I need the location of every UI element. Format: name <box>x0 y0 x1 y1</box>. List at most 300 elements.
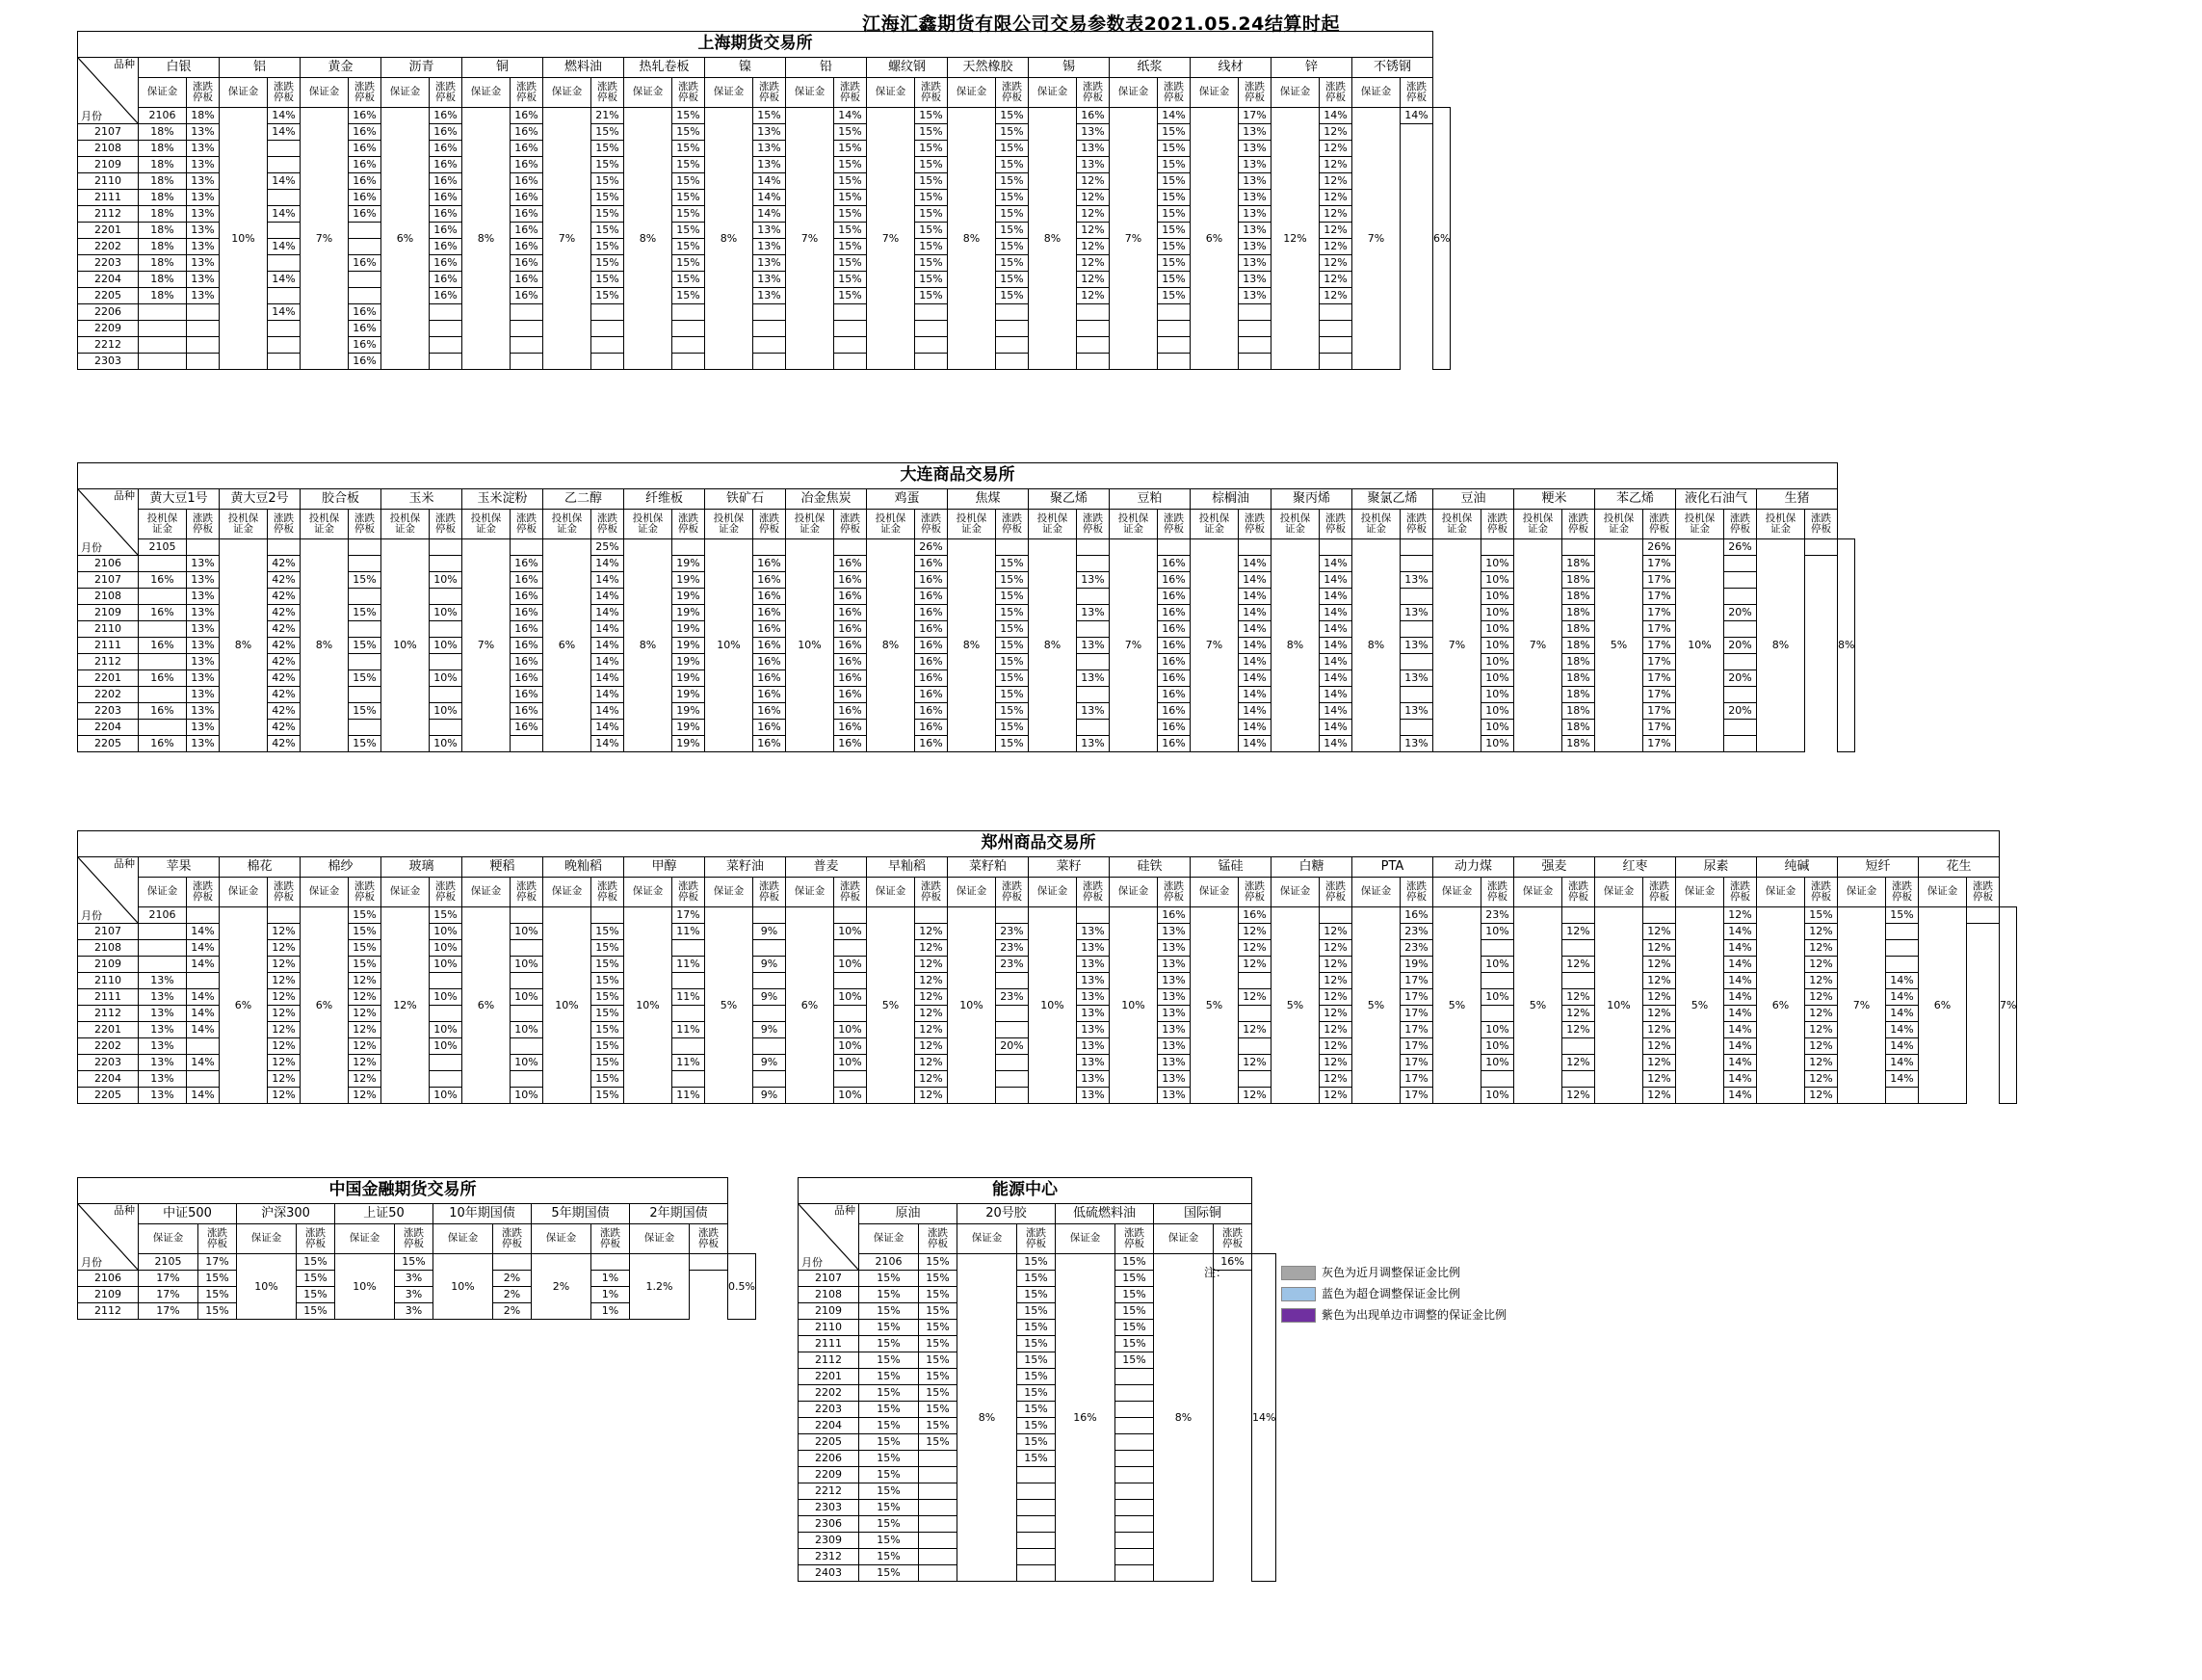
legend <box>1204 1264 1507 1327</box>
limit-cell: 8% <box>1029 539 1077 752</box>
margin-cell: 17% <box>1643 621 1676 638</box>
margin-cell: 15% <box>996 190 1029 206</box>
margin-cell <box>268 337 301 354</box>
margin-cell: 17% <box>1643 556 1676 572</box>
margin-cell: 16% <box>834 720 867 736</box>
subheader-margin: 保证金 <box>1595 878 1643 907</box>
margin-cell: 14% <box>1239 654 1271 670</box>
params-table <box>77 31 1451 370</box>
legend-text: 灰色为近月调整保证金比例 <box>1322 1266 1461 1279</box>
margin-cell: 16% <box>430 173 462 190</box>
margin-cell: 12% <box>268 957 301 973</box>
margin-cell: 15% <box>672 288 705 304</box>
subheader-limit: 涨跌 停板 <box>919 1224 957 1254</box>
month-cell: 2205 <box>799 1434 859 1451</box>
margin-cell <box>591 907 624 924</box>
group-header: 原油 <box>859 1204 957 1224</box>
margin-cell: 16% <box>753 687 786 703</box>
margin-cell: 15% <box>1017 1418 1056 1434</box>
limit-cell: 10% <box>335 1254 395 1320</box>
margin-cell <box>430 973 462 989</box>
margin-cell: 12% <box>1320 1038 1352 1055</box>
subheader-margin: 保证金 <box>1191 878 1239 907</box>
margin-cell: 15% <box>1017 1287 1056 1303</box>
margin-cell: 15% <box>349 638 381 654</box>
margin-cell: 10% <box>834 1055 867 1071</box>
margin-cell: 12% <box>1239 989 1271 1006</box>
margin-cell: 13% <box>1239 223 1271 239</box>
section-title: 中国金融期货交易所 <box>78 1178 728 1204</box>
margin-cell: 12% <box>915 989 948 1006</box>
subheader-limit: 涨跌 停板 <box>1158 878 1191 907</box>
margin-cell <box>1017 1549 1056 1565</box>
margin-cell <box>919 1516 957 1533</box>
margin-cell: 14% <box>1724 973 1757 989</box>
margin-cell: 9% <box>753 924 786 940</box>
margin-cell <box>1115 1385 1154 1402</box>
subheader-limit: 涨跌 停板 <box>187 510 220 539</box>
margin-cell <box>430 304 462 321</box>
margin-cell: 19% <box>672 703 705 720</box>
group-header: 棉花 <box>220 857 301 878</box>
subheader-limit: 涨跌 停板 <box>187 878 220 907</box>
margin-cell: 10% <box>430 989 462 1006</box>
margin-cell: 15% <box>349 924 381 940</box>
margin-cell: 16% <box>1158 572 1191 589</box>
margin-cell: 15% <box>1158 206 1191 223</box>
margin-cell <box>430 539 462 556</box>
margin-cell <box>1115 1516 1154 1533</box>
margin-cell: 16% <box>511 157 543 173</box>
margin-cell: 13% <box>1239 173 1271 190</box>
margin-cell: 13% <box>187 255 220 272</box>
group-header: 低硫燃料油 <box>1056 1204 1154 1224</box>
limit-cell: 6% <box>1191 108 1239 370</box>
margin-cell: 21% <box>591 108 624 124</box>
params-table <box>77 1177 756 1320</box>
margin-cell: 13% <box>1239 272 1271 288</box>
margin-cell: 12% <box>1643 989 1676 1006</box>
margin-cell <box>1077 321 1110 337</box>
margin-cell: 13% <box>1239 255 1271 272</box>
margin-cell <box>349 272 381 288</box>
margin-cell: 18% <box>139 223 187 239</box>
margin-cell: 15% <box>996 621 1029 638</box>
margin-cell: 13% <box>139 1038 187 1055</box>
margin-cell: 13% <box>1158 1071 1191 1088</box>
subheader-margin: 保证金 <box>624 78 672 108</box>
margin-cell <box>511 1071 543 1088</box>
margin-cell <box>1401 687 1433 703</box>
margin-cell: 15% <box>834 255 867 272</box>
margin-cell: 42% <box>268 736 301 752</box>
margin-cell: 17% <box>139 1287 198 1303</box>
margin-cell: 19% <box>672 556 705 572</box>
margin-cell: 16% <box>834 703 867 720</box>
margin-cell: 14% <box>1239 605 1271 621</box>
margin-cell: 12% <box>1805 1022 1838 1038</box>
group-header: PTA <box>1352 857 1433 878</box>
margin-cell: 15% <box>834 223 867 239</box>
month-header: 月份 <box>81 909 102 923</box>
margin-cell: 13% <box>187 703 220 720</box>
month-header: 月份 <box>801 1256 823 1270</box>
margin-cell <box>139 621 187 638</box>
group-header: 焦煤 <box>948 489 1029 510</box>
margin-cell: 14% <box>1320 556 1352 572</box>
margin-cell <box>1481 1071 1514 1088</box>
variety-header: 品种 <box>114 489 135 502</box>
margin-cell: 12% <box>1643 1038 1676 1055</box>
margin-cell: 42% <box>268 670 301 687</box>
limit-cell: 8% <box>1029 108 1077 370</box>
margin-cell: 20% <box>1724 703 1757 720</box>
margin-cell: 18% <box>139 173 187 190</box>
margin-cell: 12% <box>268 973 301 989</box>
margin-cell: 13% <box>1158 1022 1191 1038</box>
margin-cell: 19% <box>672 736 705 752</box>
margin-cell <box>1401 556 1433 572</box>
margin-cell <box>139 337 187 354</box>
subheader-margin: 保证金 <box>237 1224 297 1254</box>
margin-cell <box>834 1006 867 1022</box>
margin-cell: 15% <box>1017 1352 1056 1369</box>
margin-cell <box>1115 1565 1154 1582</box>
margin-cell: 10% <box>1481 621 1514 638</box>
margin-cell: 15% <box>996 605 1029 621</box>
margin-cell <box>919 1533 957 1549</box>
month-cell: 2203 <box>78 1055 139 1071</box>
margin-cell <box>996 304 1029 321</box>
margin-cell: 18% <box>187 108 220 124</box>
margin-cell <box>430 589 462 605</box>
margin-cell: 1% <box>591 1271 630 1287</box>
margin-cell: 23% <box>996 989 1029 1006</box>
margin-cell <box>834 907 867 924</box>
margin-cell: 20% <box>996 1038 1029 1055</box>
month-cell: 2106 <box>78 1271 139 1287</box>
margin-cell: 12% <box>1562 1006 1595 1022</box>
margin-cell: 16% <box>511 124 543 141</box>
margin-cell: 14% <box>591 720 624 736</box>
margin-cell <box>834 1071 867 1088</box>
margin-cell: 14% <box>1886 973 1919 989</box>
margin-cell: 16% <box>349 206 381 223</box>
margin-cell: 13% <box>1077 638 1110 654</box>
margin-cell: 12% <box>1805 1088 1838 1104</box>
margin-cell: 42% <box>268 703 301 720</box>
margin-cell: 12% <box>1805 1006 1838 1022</box>
margin-cell: 14% <box>1724 1006 1757 1022</box>
subheader-limit: 涨跌 停板 <box>753 78 786 108</box>
margin-cell: 13% <box>139 989 187 1006</box>
month-cell: 2204 <box>799 1418 859 1434</box>
margin-cell: 9% <box>753 989 786 1006</box>
margin-cell: 15% <box>996 206 1029 223</box>
margin-cell: 12% <box>268 940 301 957</box>
margin-cell: 13% <box>139 973 187 989</box>
margin-cell: 13% <box>1158 1055 1191 1071</box>
margin-cell <box>1239 337 1271 354</box>
subheader-margin: 保证金 <box>1110 878 1158 907</box>
limit-cell: 5% <box>867 907 915 1104</box>
margin-cell: 16% <box>834 638 867 654</box>
margin-cell: 15% <box>915 239 948 255</box>
limit-cell: 6% <box>381 108 430 370</box>
subheader-limit: 涨跌 停板 <box>511 510 543 539</box>
margin-cell: 15% <box>859 1287 919 1303</box>
margin-cell: 14% <box>1158 108 1191 124</box>
margin-cell: 15% <box>996 654 1029 670</box>
limit-cell: 5% <box>1514 907 1562 1104</box>
margin-cell: 12% <box>1562 957 1595 973</box>
margin-cell: 10% <box>834 989 867 1006</box>
margin-cell <box>1115 1402 1154 1418</box>
margin-cell: 14% <box>1320 720 1352 736</box>
margin-cell: 12% <box>1643 957 1676 973</box>
margin-cell <box>591 354 624 370</box>
limit-cell: 6% <box>462 907 511 1104</box>
margin-cell: 16% <box>511 206 543 223</box>
limit-cell: 10% <box>1595 907 1643 1104</box>
group-header: 锌 <box>1271 58 1352 78</box>
margin-cell: 13% <box>1239 190 1271 206</box>
group-header: 聚丙烯 <box>1271 489 1352 510</box>
margin-cell: 16% <box>511 108 543 124</box>
group-header: 普麦 <box>786 857 867 878</box>
margin-cell: 12% <box>349 1088 381 1104</box>
margin-cell: 19% <box>672 720 705 736</box>
group-header: 纯碱 <box>1757 857 1838 878</box>
margin-cell: 12% <box>1805 1055 1838 1071</box>
margin-cell <box>915 337 948 354</box>
margin-cell <box>511 539 543 556</box>
margin-cell: 14% <box>753 190 786 206</box>
subheader-margin: 保证金 <box>867 78 915 108</box>
margin-cell: 10% <box>430 1022 462 1038</box>
margin-cell: 16% <box>430 190 462 206</box>
group-header: 短纤 <box>1838 857 1919 878</box>
margin-cell: 42% <box>268 556 301 572</box>
margin-cell: 16% <box>430 255 462 272</box>
margin-cell: 15% <box>591 141 624 157</box>
margin-cell: 15% <box>672 190 705 206</box>
margin-cell: 16% <box>915 621 948 638</box>
month-cell: 2312 <box>799 1549 859 1565</box>
margin-cell <box>268 157 301 173</box>
limit-cell: 7% <box>1352 108 1401 370</box>
margin-cell <box>1115 1483 1154 1500</box>
margin-cell: 13% <box>1077 703 1110 720</box>
subheader-margin: 保证金 <box>1056 1224 1115 1254</box>
margin-cell: 13% <box>1401 670 1433 687</box>
margin-cell: 16% <box>511 223 543 239</box>
margin-cell: 15% <box>859 1336 919 1352</box>
margin-cell <box>430 1055 462 1071</box>
margin-cell: 14% <box>1320 638 1352 654</box>
margin-cell: 16% <box>915 572 948 589</box>
margin-cell: 15% <box>919 1352 957 1369</box>
margin-cell: 10% <box>430 605 462 621</box>
margin-cell <box>834 940 867 957</box>
margin-cell: 16% <box>349 157 381 173</box>
margin-cell: 12% <box>1805 957 1838 973</box>
subheader-margin: 保证金 <box>1433 878 1481 907</box>
section-title: 上海期货交易所 <box>78 32 1433 58</box>
group-header: 国际铜 <box>1154 1204 1252 1224</box>
margin-cell <box>1320 354 1352 370</box>
month-cell: 2206 <box>799 1451 859 1467</box>
margin-cell: 13% <box>1077 1071 1110 1088</box>
subheader-limit: 涨跌 停板 <box>268 78 301 108</box>
margin-cell: 12% <box>1077 288 1110 304</box>
group-header: 玉米 <box>381 489 462 510</box>
margin-cell: 16% <box>834 687 867 703</box>
margin-cell: 12% <box>1320 157 1352 173</box>
month-cell: 2306 <box>799 1516 859 1533</box>
margin-cell: 13% <box>1158 924 1191 940</box>
margin-cell: 12% <box>1320 957 1352 973</box>
subheader-limit: 涨跌 停板 <box>1805 510 1838 539</box>
margin-cell <box>591 321 624 337</box>
margin-cell: 15% <box>1017 1451 1056 1467</box>
margin-cell: 18% <box>1562 621 1595 638</box>
margin-cell: 16% <box>511 190 543 206</box>
margin-cell: 15% <box>349 957 381 973</box>
margin-cell: 15% <box>672 223 705 239</box>
margin-cell: 15% <box>591 190 624 206</box>
margin-cell: 13% <box>1401 605 1433 621</box>
subheader-limit: 涨跌 停板 <box>430 78 462 108</box>
margin-cell: 10% <box>430 957 462 973</box>
margin-cell: 17% <box>1643 572 1676 589</box>
margin-cell: 17% <box>1401 973 1433 989</box>
limit-cell: 7% <box>2000 907 2017 1104</box>
group-header: 铁矿石 <box>705 489 786 510</box>
margin-cell: 15% <box>859 1369 919 1385</box>
margin-cell: 14% <box>1724 924 1757 940</box>
margin-cell <box>915 321 948 337</box>
margin-cell: 12% <box>1239 1055 1271 1071</box>
margin-cell <box>1886 924 1919 940</box>
margin-cell: 15% <box>349 703 381 720</box>
margin-cell <box>1239 304 1271 321</box>
margin-cell: 14% <box>1886 1038 1919 1055</box>
subheader-margin: 投机保 证金 <box>1676 510 1724 539</box>
margin-cell: 15% <box>996 720 1029 736</box>
margin-cell: 13% <box>187 556 220 572</box>
subheader-limit: 涨跌 停板 <box>1239 510 1271 539</box>
margin-cell <box>349 621 381 638</box>
subheader-limit: 涨跌 停板 <box>1158 78 1191 108</box>
margin-cell: 13% <box>1158 1088 1191 1104</box>
month-cell: 2204 <box>78 1071 139 1088</box>
margin-cell: 15% <box>834 190 867 206</box>
margin-cell <box>1724 654 1757 670</box>
subheader-margin: 投机保 证金 <box>1352 510 1401 539</box>
margin-cell: 15% <box>1158 190 1191 206</box>
margin-cell <box>187 907 220 924</box>
margin-cell <box>430 687 462 703</box>
margin-cell: 15% <box>591 1088 624 1104</box>
margin-cell: 14% <box>1320 572 1352 589</box>
margin-cell: 15% <box>919 1434 957 1451</box>
group-header: 花生 <box>1919 857 2000 878</box>
group-header: 纸浆 <box>1110 58 1191 78</box>
subheader-limit: 涨跌 停板 <box>1401 878 1433 907</box>
margin-cell: 10% <box>511 1022 543 1038</box>
subheader-limit: 涨跌 停板 <box>1643 510 1676 539</box>
margin-cell: 13% <box>1077 1038 1110 1055</box>
margin-cell: 18% <box>1562 720 1595 736</box>
margin-cell: 15% <box>1115 1320 1154 1336</box>
margin-cell: 15% <box>859 1303 919 1320</box>
margin-cell: 14% <box>591 556 624 572</box>
margin-cell: 15% <box>996 239 1029 255</box>
margin-cell <box>1077 720 1110 736</box>
margin-cell: 14% <box>1239 621 1271 638</box>
limit-cell: 10% <box>705 539 753 752</box>
margin-cell: 9% <box>753 1088 786 1104</box>
margin-cell: 16% <box>139 670 187 687</box>
margin-cell: 2% <box>493 1303 532 1320</box>
group-header: 纤维板 <box>624 489 705 510</box>
margin-cell: 18% <box>1562 703 1595 720</box>
margin-cell <box>672 1038 705 1055</box>
margin-cell: 16% <box>430 124 462 141</box>
limit-cell: 5% <box>1433 907 1481 1104</box>
margin-cell: 15% <box>1158 239 1191 255</box>
margin-cell: 10% <box>430 924 462 940</box>
limit-cell: 7% <box>301 108 349 370</box>
margin-cell <box>349 539 381 556</box>
subheader-limit: 涨跌 停板 <box>1320 510 1352 539</box>
params-table <box>798 1177 1276 1582</box>
limit-cell: 10% <box>1029 907 1077 1104</box>
subheader-limit: 涨跌 停板 <box>1562 878 1595 907</box>
legend-label: 注： <box>1204 1266 1228 1279</box>
margin-cell: 18% <box>139 157 187 173</box>
margin-cell: 13% <box>1077 957 1110 973</box>
group-header: 锡 <box>1029 58 1110 78</box>
margin-cell <box>1401 654 1433 670</box>
group-header: 黄大豆1号 <box>139 489 220 510</box>
month-cell: 2201 <box>799 1369 859 1385</box>
margin-cell <box>1481 1006 1514 1022</box>
margin-cell: 16% <box>915 687 948 703</box>
month-header: 月份 <box>81 110 102 123</box>
margin-cell: 17% <box>1643 638 1676 654</box>
margin-cell: 10% <box>430 572 462 589</box>
limit-cell: 8% <box>1838 539 1855 752</box>
limit-cell: 8% <box>1352 539 1401 752</box>
margin-cell <box>268 288 301 304</box>
section-title: 大连商品交易所 <box>78 463 1838 489</box>
params-table <box>77 830 2017 1104</box>
margin-cell: 10% <box>1481 736 1514 752</box>
margin-cell: 16% <box>511 272 543 288</box>
margin-cell <box>511 1006 543 1022</box>
margin-cell: 14% <box>1320 108 1352 124</box>
margin-cell <box>1115 1369 1154 1385</box>
margin-cell: 13% <box>187 621 220 638</box>
margin-cell: 12% <box>268 989 301 1006</box>
margin-cell <box>139 556 187 572</box>
limit-cell: 10% <box>1676 539 1724 752</box>
margin-cell: 10% <box>1481 1088 1514 1104</box>
margin-cell: 18% <box>1562 670 1595 687</box>
margin-cell: 15% <box>919 1385 957 1402</box>
